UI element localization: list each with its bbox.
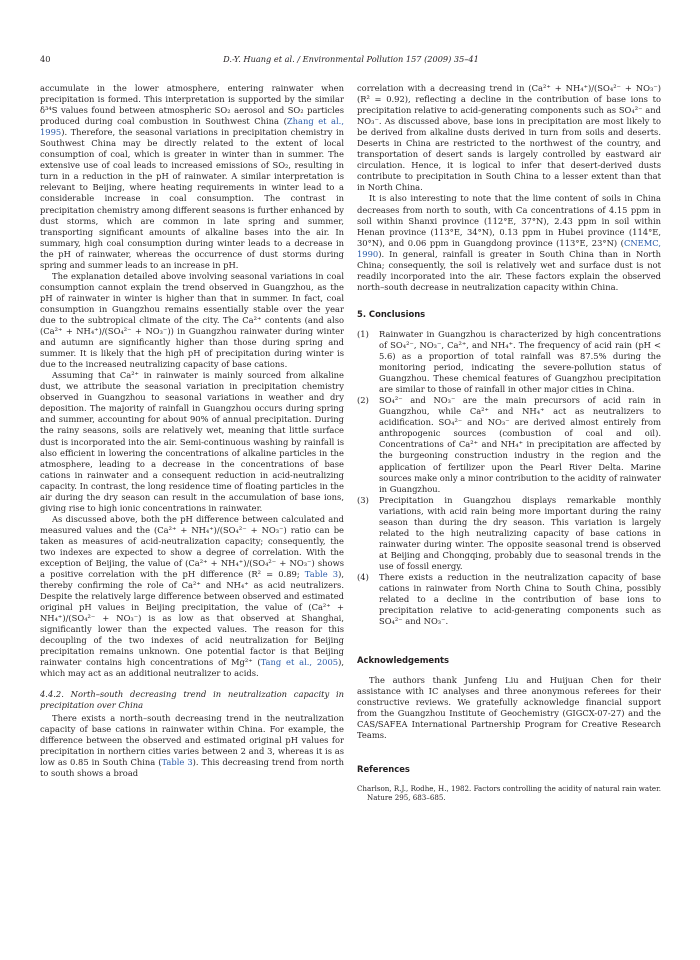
paragraph-text: It is also interesting to note that the lime content of soils in China decreases from north to south, with Ca concentrations of 4.15 ppm in soil within Shanxi province (112°E, 37°N), 2.43 ppm in soil within Henan province (113°E, 34°N), 0.13 ppm in Hubei province (114°E, 30°N), and 0.06 ppm in Guangdong province (113°E, 23°N) ( <box>357 193 661 248</box>
right-column <box>357 83 661 802</box>
paragraph-text: ). This decreasing trend from north to south shows a broad <box>40 756 344 778</box>
section-heading-references: References <box>357 763 410 774</box>
reference-item: Charlson, R.J., Rodhe, H., 1982. Factors controlling the acidity of natural rain water. Nature 295, 683–685. <box>357 783 661 802</box>
page-header <box>40 54 662 68</box>
paragraph: The explanation detailed above involving seasonal variations in coal consumption cannot explain the trend observed in Guangzhou, as the pH of rainwater in winter is higher than that in summer. In fact, coal consumption in Guangzhou remains essentially stable over the year due to the subtropical climate of the city. The Ca²⁺ contents (and also (Ca²⁺ + NH₄⁺)/(SO₄²⁻ + NO₃⁻)) in Guangzhou rainwater during winter and autumn are significantly higher than those during spring and summer. It is likely that the high pH of precipitation during winter is due to the increased neutralizing capacity of base cations. <box>40 270 344 370</box>
conclusion-item <box>357 395 661 494</box>
paragraph-text: ). Therefore, the seasonal variations in precipitation chemistry in Southwest China may be directly related to the extent of local consumption of coal, which is greater in winter than in summer. The extensive use of coal leads to increased emissions of SO₂, resulting in turn in a reduction in the pH of rainwater. A similar interpretation is relevant to Beijing, where heating requirements in winter lead to a considerable increase in coal consumption. The contrast in precipitation chemistry among different seasons is further enhanced by dust storms, which are common in late spring and summer, transporting significant amounts of alkaline bases into the air. In summary, high coal consumption during winter leads to a decrease in the pH of rainwater, whereas the occurrence of dust storms during spring and summer leads to an increase in pH. <box>40 127 344 270</box>
paragraph <box>357 193 661 292</box>
paragraph: Assuming that Ca²⁺ in rainwater is mainly sourced from alkaline dust, we attribute the seasonal variation in precipitation chemistry observed in Guangzhou to seasonal variations in weather and dry deposition. The majority of rainfall in Guangzhou occurs during spring and summer, accounting for about 90% of annual precipitation. During the rainy seasons, soils are relatively wet, meaning that little surface dust is incorporated into the air. Semi-continuous washing by rainfall is also efficient in lowering the concentrations of alkaline particles in the atmosphere, leading to a decrease in the concentrations of base cations in rainwater and a consequent reduction in acid-neutralizing capacity. In contrast, the long residence time of floating particles in the air during the dry season can result in the accumulation of base ions, giving rise to high ionic concentrations in rainwater. <box>40 370 344 513</box>
item-text: There exists a reduction in the neutralization capacity of base cations in rainwater from North China to South China, possibly related to a decline in the contribution of base ions to precipitation relative to acid-generating components such as SO₄²⁻ and NO₃⁻. <box>379 571 661 627</box>
section-heading-conclusions: 5. Conclusions <box>357 308 426 319</box>
subsection-heading: 4.4.2. North–south decreasing trend in neutralization capacity in precipitation over China <box>40 688 344 710</box>
conclusion-item <box>357 572 661 627</box>
item-number: (2) <box>357 395 369 406</box>
paragraph-text: accumulate in the lower atmosphere, entering rainwater when precipitation is formed. This interpretation is supported by the similar δ³⁴S values found between atmospheric SO₂ aerosol and SO₂ particles produced during coal combustion in Southwest China ( <box>40 83 344 127</box>
paragraph-text: ). In general, rainfall is greater in South China than in North China; consequently, the soil is relatively wet and surface dust is not readily incorporated into the air. These factors explain the observed north–south decrease in neutralization capacity within China. <box>357 248 661 292</box>
conclusion-item <box>357 495 661 572</box>
item-number: (1) <box>357 328 369 339</box>
reference-list <box>357 784 661 803</box>
conclusion-item <box>357 329 661 395</box>
item-text: Precipitation in Guangzhou displays remarkable monthly variations, with acid rain being more important during the rainy season than during the dry season. This variation is largely related to the high neutralizing capacity of base cations in rainwater during winter. The opposite seasonal trend is observed at Beijing and Chongqing, probably due to seasonal trends in the use of fossil energy. <box>379 494 661 571</box>
item-text: Rainwater in Guangzhou is characterized by high concentrations of SO₄²⁻, NO₃⁻, Ca²⁺, and NH₄⁺. The frequency of acid rain (pH < 5.6) as a proportion of total rainfall was 87.5% during the monitoring period, indicating the severe-pollution status of Guangzhou. These chemical features of Guangzhou precipitation are similar to those of rainfall in other major cities in China. <box>379 328 661 395</box>
citation-link[interactable]: CNEMC, 1990 <box>357 237 661 259</box>
table-link[interactable]: Table 3 <box>304 569 339 580</box>
paragraph-text: ), which may act as an additional neutralizer to acids. <box>40 657 344 679</box>
paragraph: correlation with a decreasing trend in (Ca²⁺ + NH₄⁺)/(SO₄²⁻ + NO₃⁻) (R² = 0.92), reflecting a decline in the contribution of base ions to precipitation relative to acid-generating components such as SO₄²⁻ and NO₃⁻. As discussed above, base ions in precipitation are most likely to be derived from alkaline dusts derived in turn from soils and deserts. Deserts in China are restricted to the northwest of the country, and transportation of desert sands is largely controlled by eastward air circulation. Hence, it is logical to infer that desert-derived dusts contribute to precipitation in South China to a lesser extent than that in North China. <box>357 83 661 193</box>
paragraph <box>40 514 344 680</box>
paragraph: The authors thank Junfeng Liu and Huijuan Chen for their assistance with IC analyses and three anonymous referees for their constructive reviews. We gratefully acknowledge financial support from the Guangzhou Institute of Geochemistry (GIGCX-07-27) and the CAS/SAFEA International Partnership Program for Creative Research Teams. <box>357 675 661 741</box>
paragraph-text: There exists a north–south decreasing trend in the neutralization capacity of base cations in rainwater within China. For example, the difference between the observed and estimated original pH values for precipitation in northern cities varies between 2 and 3, whereas it is as low as 0.85 in South China ( <box>40 712 344 767</box>
paragraph <box>40 713 344 779</box>
table-link[interactable]: Table 3 <box>161 756 193 767</box>
item-number: (3) <box>357 494 369 505</box>
page-number: 40 <box>40 54 51 64</box>
paragraph <box>40 83 344 271</box>
running-head: D.-Y. Huang et al. / Environmental Pollution 157 (2009) 35–41 <box>223 54 479 64</box>
left-column <box>40 83 344 779</box>
citation-link[interactable]: Tang et al., 2005 <box>260 657 339 668</box>
item-text: SO₄²⁻ and NO₃⁻ are the main precursors of acid rain in Guangzhou, while Ca²⁺ and NH₄⁺ act as neutralizers to acidification. SO₄²⁻ and NO₃⁻ are derived almost entirely from anthropogenic sources (combustion of coal and oil). Concentrations of Ca²⁺ and NH₄⁺ in precipitation are affected by the burgeoning construction industry in the region and the application of fertilizer upon the Pearl River Delta. Marine sources make only a minor contribution to the acidity of rainwater in Guangzhou. <box>379 395 661 494</box>
citation-link[interactable]: Zhang et al., 1995 <box>40 116 344 138</box>
paragraph-text: As discussed above, both the pH difference between calculated and measured values and the (Ca²⁺ + NH₄⁺)/(SO₄²⁻ + NO₃⁻) ratio can be taken as measures of acid-neutralization capacity; consequently, the two indexes are expected to show a degree of correlation. With the exception of Beijing, the value of (Ca²⁺ + NH₄⁺)/(SO₄²⁻ + NO₃⁻) shows a positive correlation with the pH difference (R² = 0.89; <box>40 513 344 580</box>
section-heading-acknowledgements: Acknowledgements <box>357 655 450 666</box>
conclusions-list <box>357 329 661 627</box>
paragraph-text: ), thereby confirming the role of Ca²⁺ and NH₄⁺ as acid neutralizers. Despite the relatively large difference between observed and estimated original pH values in Beijing precipitation, the value of (Ca²⁺ + NH₄⁺)/(SO₄²⁻ + NO₃⁻) is as low as that observed at Shanghai, significantly lower than the expected values. The reason for this decoupling of the two indexes of acid neutralization for Beijing precipitation remains unknown. One potential factor is that Beijing rainwater contains high concentrations of Mg²⁺ ( <box>40 569 344 668</box>
item-number: (4) <box>357 571 369 582</box>
